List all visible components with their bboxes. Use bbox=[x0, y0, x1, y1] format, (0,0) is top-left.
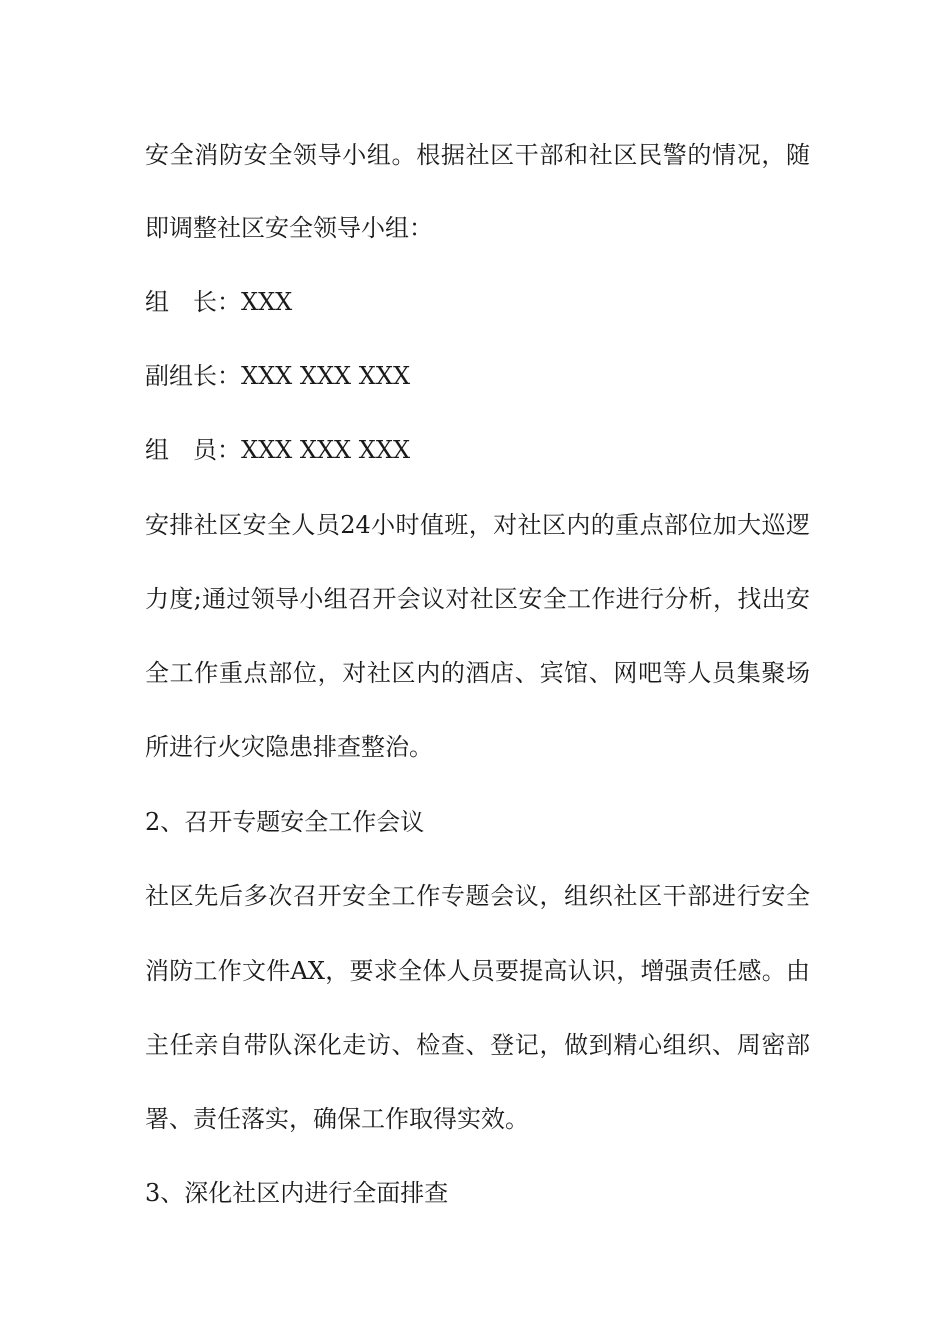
group-member-line: 组 员：XXX XXX XXX bbox=[145, 436, 411, 464]
paragraph-line: 力度;通过领导小组召开会议对社区安全工作进行分析，找出安 bbox=[145, 585, 810, 613]
section-heading: 2、召开专题安全工作会议 bbox=[145, 808, 425, 836]
paragraph-line: 主任亲自带队深化走访、检查、登记，做到精心组织、周密部 bbox=[145, 1031, 810, 1059]
paragraph-line: 安排社区安全人员24小时值班，对社区内的重点部位加大巡逻 bbox=[145, 511, 810, 539]
paragraph-line: 消防工作文件AX，要求全体人员要提高认识，增强责任感。由 bbox=[145, 957, 810, 985]
paragraph-line: 即调整社区安全领导小组： bbox=[145, 214, 433, 242]
paragraph-line: 全工作重点部位，对社区内的酒店、宾馆、网吧等人员集聚场 bbox=[145, 659, 810, 687]
paragraph-line: 安全消防安全领导小组。根据社区干部和社区民警的情况，随 bbox=[145, 141, 810, 169]
deputy-leader-line: 副组长：XXX XXX XXX bbox=[145, 362, 411, 390]
group-leader-line: 组 长：XXX bbox=[145, 288, 293, 316]
paragraph-line: 署、责任落实，确保工作取得实效。 bbox=[145, 1105, 529, 1133]
paragraph-line: 社区先后多次召开安全工作专题会议，组织社区干部进行安全 bbox=[145, 882, 810, 910]
paragraph-line: 所进行火灾隐患排查整治。 bbox=[145, 733, 433, 761]
section-heading: 3、深化社区内进行全面排查 bbox=[145, 1179, 449, 1207]
